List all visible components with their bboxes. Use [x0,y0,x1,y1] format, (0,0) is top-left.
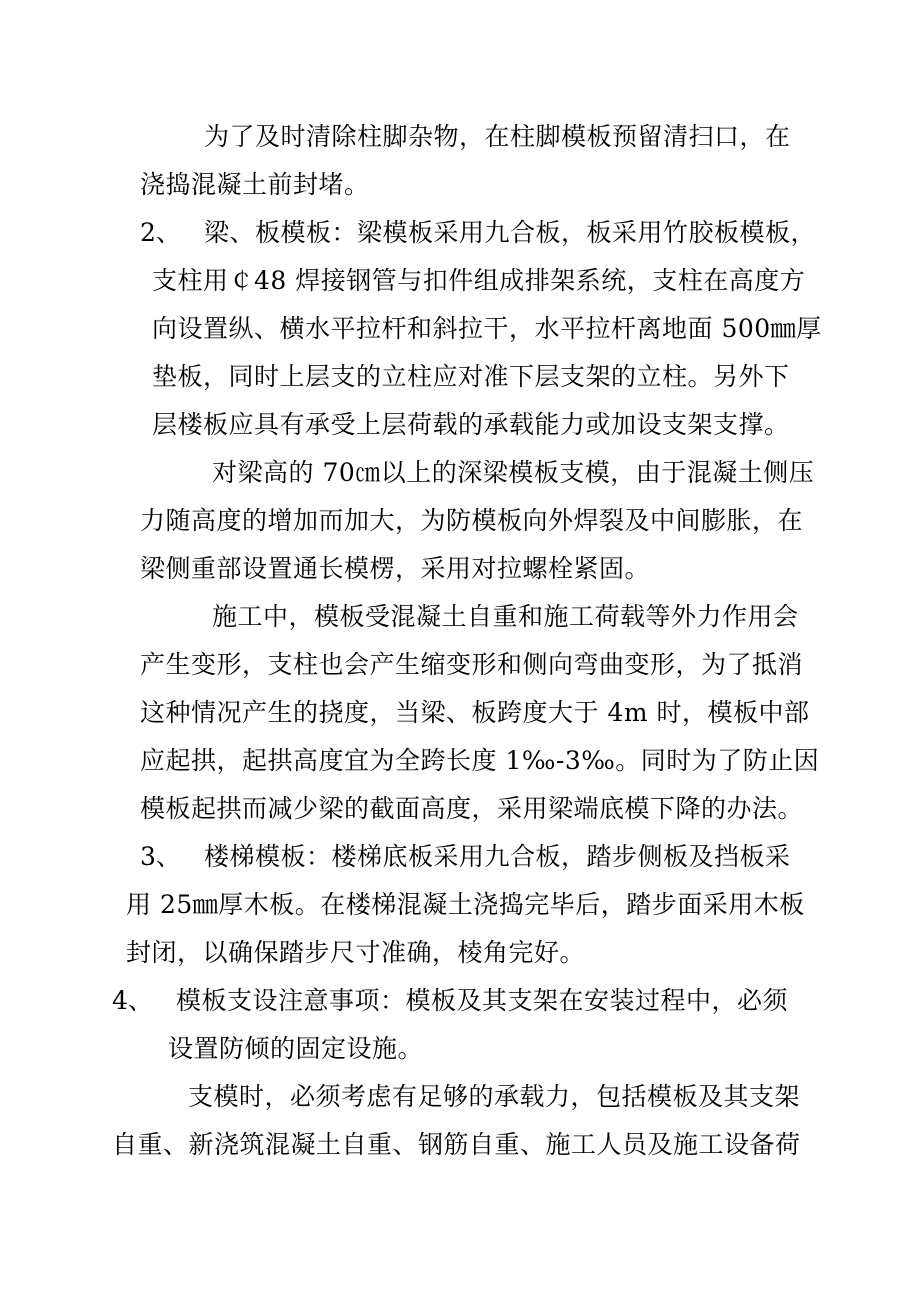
list-item-line: 楼梯模板：楼梯底板采用九合板，踏步侧板及挡板采 [204,842,791,871]
list-item-line: 模板支设注意事项：模板及其支架在安装过程中，必须 [176,986,789,1015]
list-item-line: 梁、板模板：梁模板采用九合板，板采用竹胶板模板， [204,218,817,247]
list-item-number: 3、 [140,842,181,871]
paragraph-line: 产生变形，支柱也会产生缩变形和侧向弯曲变形，为了抵消 [140,650,804,679]
list-item-line: 用 25㎜厚木板。在楼梯混凝土浇捣完毕后，踏步面采用木板 [126,890,805,919]
paragraph-line: 对梁高的 70㎝以上的深梁模板支模，由于混凝土侧压 [212,458,815,487]
list-item-number: 2、 [140,218,181,247]
paragraph-line: 自重、新浇筑混凝土自重、钢筋自重、施工人员及施工设备荷 [112,1130,801,1159]
paragraph-line: 梁侧重部设置通长模楞，采用对拉螺栓紧固。 [140,554,651,583]
paragraph-line: 为了及时清除柱脚杂物，在柱脚模板预留清扫口，在 [204,122,791,151]
list-item-number: 4、 [112,986,153,1015]
paragraph-line: 应起拱，起拱高度宜为全跨长度 1‰-3‰。同时为了防止因 [140,746,820,775]
paragraph-line: 施工中，模板受混凝土自重和施工荷载等外力作用会 [212,602,799,631]
paragraph-line: 浇捣混凝土前封堵。 [140,170,370,199]
paragraph-line: 力随高度的增加而加大，为防模板向外焊裂及中间膨胀，在 [140,506,804,535]
list-item-line: 设置防倾的固定设施。 [168,1034,424,1063]
list-item-line: 层楼板应具有承受上层荷载的承载能力或加设支架支撑。 [152,410,790,439]
list-item-line: 垫板，同时上层支的立柱应对准下层支架的立柱。另外下 [152,362,790,391]
list-item-line: 向设置纵、横水平拉杆和斜拉干，水平拉杆离地面 500㎜厚 [152,314,822,343]
paragraph-line: 支模时，必须考虑有足够的承载力，包括模板及其支架 [188,1082,801,1111]
list-item-line: 封闭，以确保踏步尺寸准确，棱角完好。 [126,938,586,967]
paragraph-line: 模板起拱而减少梁的截面高度，采用梁端底模下降的办法。 [140,794,804,823]
list-item-line: 支柱用￠48 焊接钢管与扣件组成排架系统，支柱在高度方 [152,266,806,295]
paragraph-line: 这种情况产生的挠度，当梁、板跨度大于 4m 时，模板中部 [140,698,810,727]
